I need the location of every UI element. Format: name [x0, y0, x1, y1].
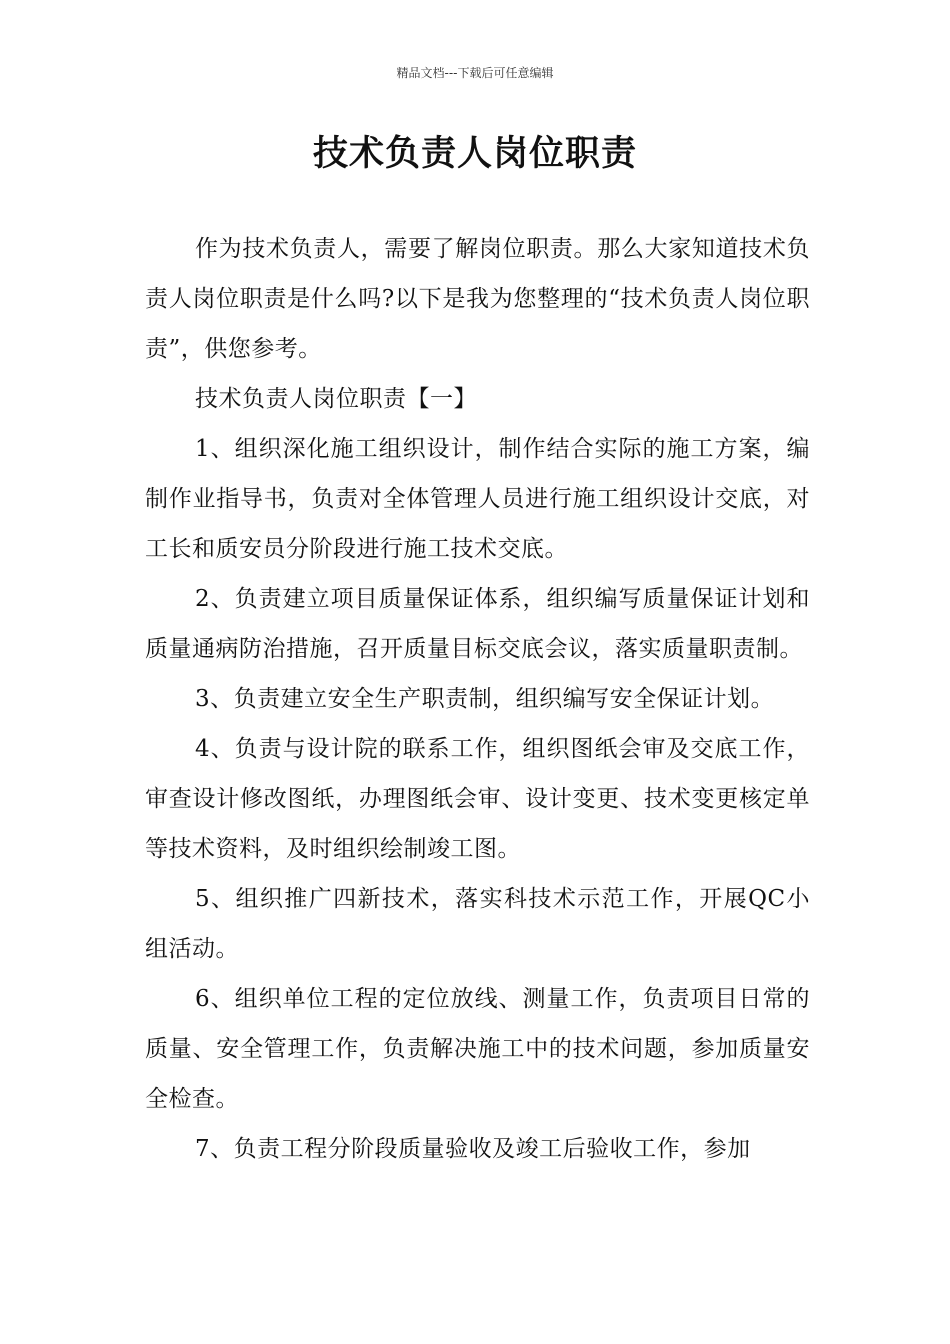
document-title: 技术负责人岗位职责	[312, 134, 637, 174]
duty-item-3: 3、负责建立安全生产职责制，组织编写安全保证计划。	[195, 686, 775, 712]
duty-item-6: 6、组织单位工程的定位放线、测量工作，负责项目日常的质量、安全管理工作，负责解决施工中的技术问题，参加质量安全检查。	[145, 986, 810, 1112]
duty-item-2: 2、负责建立项目质量保证体系，组织编写质量保证计划和质量通病防治措施，召开质量目标交底会议，落实质量职责制。	[145, 586, 810, 662]
section-heading: 技术负责人岗位职责【一】	[195, 386, 477, 412]
duty-item-5: 5、组织推广四新技术，落实科技术示范工作，开展QC小组活动。	[145, 886, 810, 962]
header-note: 精品文档---下载后可任意编辑	[396, 66, 554, 80]
duty-item-4: 4、负责与设计院的联系工作，组织图纸会审及交底工作，审查设计修改图纸，办理图纸会审、设计变更、技术变更核定单等技术资料，及时组织绘制竣工图。	[145, 736, 810, 862]
duty-item-7: 7、负责工程分阶段质量验收及竣工后验收工作，参加	[195, 1136, 751, 1162]
document-body	[145, 224, 810, 1174]
duty-item-1: 1、组织深化施工组织设计，制作结合实际的施工方案，编制作业指导书，负责对全体管理人员进行施工组织设计交底，对工长和质安员分阶段进行施工技术交底。	[145, 436, 810, 562]
intro-paragraph: 作为技术负责人，需要了解岗位职责。那么大家知道技术负责人岗位职责是什么吗?以下是我为您整理的“技术负责人岗位职责”，供您参考。	[145, 236, 810, 362]
